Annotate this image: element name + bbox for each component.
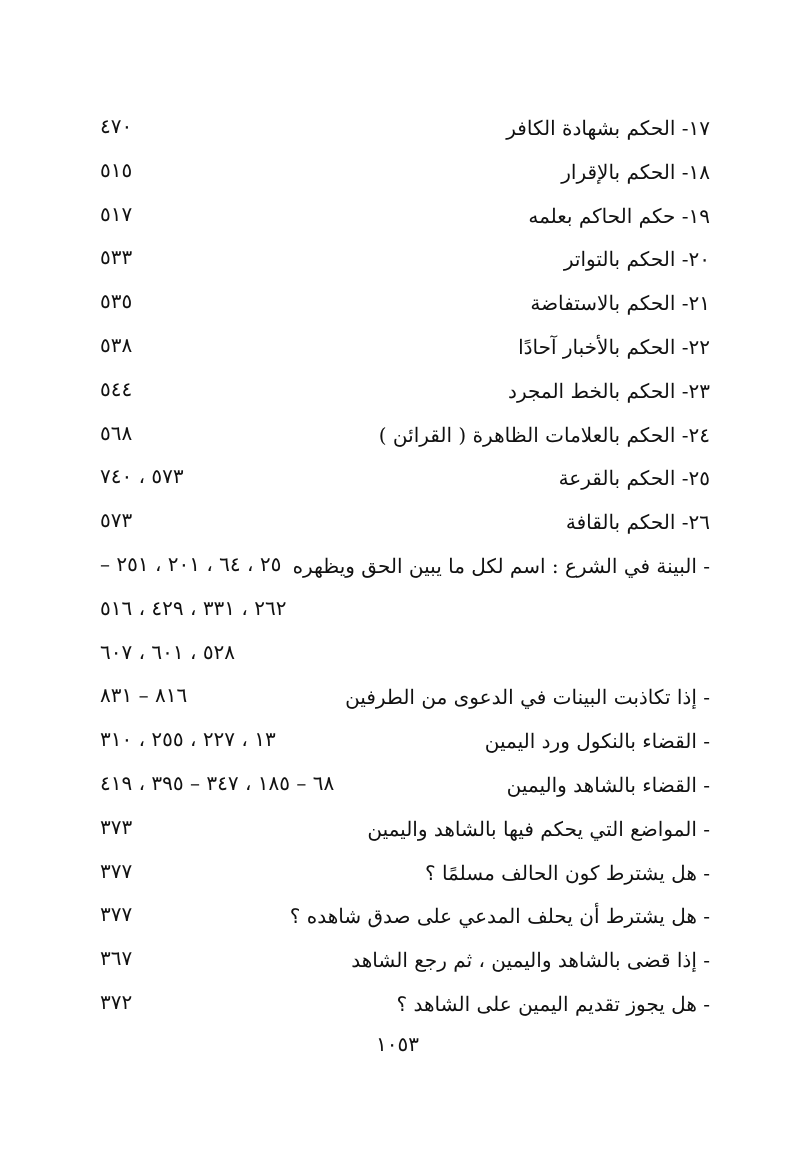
index-entry-continuation [0, 632, 795, 676]
index-entry [0, 456, 795, 500]
entry-title: ٢٥- الحكم بالقرعة [558, 466, 710, 491]
index-entry [0, 807, 795, 851]
entry-pages: ٥٧٣ [100, 508, 133, 533]
entry-title: ٢٠- الحكم بالتواتر [563, 247, 710, 272]
index-entry [0, 982, 795, 1026]
entry-pages: ٦٨ – ١٨٥ ، ٣٤٧ – ٣٩٥ ، ٤١٩ [100, 770, 335, 795]
entry-title: - إذا قضى بالشاهد واليمين ، ثم رجع الشاهد [351, 948, 710, 973]
index-entry [0, 894, 795, 938]
entry-pages: ٢٦٢ ، ٣٣١ ، ٤٢٩ ، ٥١٦ [100, 595, 287, 620]
entry-title: - هل يجوز تقديم اليمين على الشاهد ؟ [396, 991, 710, 1016]
entry-title: ٢٦- الحكم بالقافة [565, 510, 710, 535]
entry-title: - المواضع التي يحكم فيها بالشاهد واليمين [367, 816, 710, 841]
entry-pages: ٥٤٤ [100, 376, 133, 401]
index-entry-continuation [0, 588, 795, 632]
index-entry [0, 544, 795, 588]
index-entry [0, 369, 795, 413]
page-number: ١٠٥٣ [376, 1032, 419, 1056]
entry-pages: ٣٧٧ [100, 858, 133, 883]
index-entry [0, 194, 795, 238]
index-entry [0, 106, 795, 150]
entry-pages: ٥١٧ [100, 201, 133, 226]
entry-title: - هل يشترط أن يحلف المدعي على صدق شاهده ؟ [289, 904, 710, 929]
index-entry [0, 938, 795, 982]
index-entry [0, 763, 795, 807]
index-entry [0, 281, 795, 325]
entry-pages: ٤٧٠ [100, 114, 133, 138]
index-entry [0, 150, 795, 194]
entry-title: - القضاء بالشاهد واليمين [506, 772, 710, 797]
entry-title: - هل يشترط كون الحالف مسلمًا ؟ [424, 860, 710, 885]
entry-pages: ١٣ ، ٢٢٧ ، ٢٥٥ ، ٣١٠ [100, 727, 276, 752]
entry-pages: ٣٦٧ [100, 946, 133, 971]
index-entry [0, 325, 795, 369]
entry-pages: ٣٧٧ [100, 902, 133, 927]
entry-title: ١٩- حكم الحاكم بعلمه [528, 203, 710, 228]
entry-pages: ٣٧٢ [100, 989, 133, 1014]
index-entry [0, 675, 795, 719]
entry-title: - إذا تكاذبت البينات في الدعوى من الطرفين [345, 685, 710, 710]
entry-pages: ٥٢٨ ، ٦٠١ ، ٦٠٧ [100, 639, 236, 664]
entry-title: - القضاء بالنكول ورد اليمين [484, 729, 710, 754]
entry-pages: ٥٧٣ ، ٧٤٠ [100, 464, 184, 489]
entry-title: ١٧- الحكم بشهادة الكافر [506, 116, 710, 140]
entry-pages: ٥٣٥ [100, 289, 133, 314]
index-entry [0, 851, 795, 895]
entry-pages: ٣٧٣ [100, 814, 133, 839]
entry-title: ١٨- الحكم بالإقرار [561, 159, 710, 184]
index-entries [0, 106, 795, 1026]
entry-title: ٢٢- الحكم بالأخبار آحادًا [518, 334, 710, 359]
entry-title: - البينة في الشرع : اسم لكل ما يبين الحق ويظهره [292, 553, 710, 578]
entry-title: ٢٣- الحكم بالخط المجرد [508, 378, 710, 403]
entry-pages: ٨١٦ – ٨٣١ [100, 683, 188, 708]
entry-title: ٢٤- الحكم بالعلامات الظاهرة ( القرائن ) [378, 422, 710, 447]
entry-pages: ٥٦٨ [100, 420, 133, 445]
entry-pages: ٥٣٣ [100, 245, 133, 270]
index-entry [0, 237, 795, 281]
index-entry [0, 413, 795, 457]
entry-pages: ٥١٥ [100, 157, 133, 182]
entry-pages: ٥٣٨ [100, 332, 133, 357]
entry-title: ٢١- الحكم بالاستفاضة [530, 291, 710, 316]
index-entry [0, 719, 795, 763]
index-entry [0, 500, 795, 544]
entry-pages: ٢٥ ، ٦٤ ، ٢٠١ ، ٢٥١ – [100, 551, 282, 576]
